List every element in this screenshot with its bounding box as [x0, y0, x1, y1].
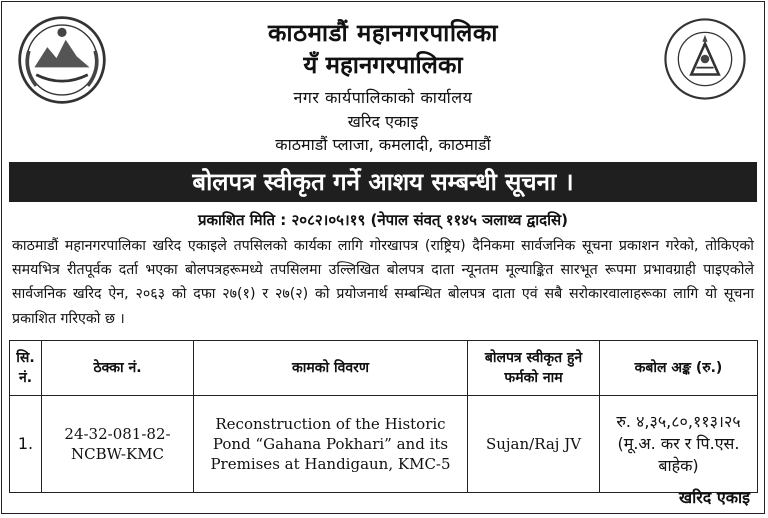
footer-signature: खरिद एकाइ [679, 488, 750, 507]
header-contract-no: ठेक्का नं. [42, 341, 194, 396]
office-address: काठमाडौं प्लाजा, कमलादी, काठमाडौं [275, 135, 491, 154]
row-amount-cell [600, 396, 758, 493]
header-amount: कबोल अङ्क (रु.) [600, 341, 758, 396]
header-sn: सि. नं. [10, 341, 42, 396]
procurement-notice [1, 1, 765, 514]
row-firm: Sujan/Raj JV [468, 396, 600, 493]
row-sn: 1. [10, 396, 42, 493]
row-contract-no: 24-32-081-82-NCBW-KMC [42, 396, 194, 493]
table-header-row [10, 341, 758, 396]
org-name: काठमाडौं महानगरपालिका [267, 19, 498, 47]
award-table [9, 340, 758, 493]
header-firm: बोलपत्र स्वीकृत हुने फर्मको नाम [468, 341, 600, 396]
row-amount-note: (मू.अ. कर र पि.एस. बाहेक) [617, 434, 740, 475]
row-description: Reconstruction of the Historic Pond “Gahana Pokhari” and its Premises at Handigaun, KMC-5 [194, 396, 468, 493]
published-date: प्रकाशित मिति : २०८२।०५।१९ (नेपाल संवत् ११४५ ञलाथ्व द्वादसि) [197, 211, 569, 229]
unit-name: खरिद एकाइ [347, 112, 419, 131]
table-row [10, 396, 758, 493]
header-description: कामको विवरण [194, 341, 468, 396]
notice-body: काठमाडौं महानगरपालिका खरिद एकाइले तपसिलको कार्यका लागि गोरखापत्र (राष्ट्रिय) दैनिकमा सार्वजनिक सूचना प्रकाशन गरेको, तोकिएको समयभित्र रीतपूर्वक दर्ता भएका बोलपत्रहरूमध्ये तपसिलमा उल्लिखित बोलपत्र दाता न्यूनतम मूल्याङ्कित सारभूत रूपमा प्रभावग्राही पाइएकोले सार्वजनिक खरिद ऐन, २०६३ को दफा २७(१) र २७(२) को प्रयोजनार्थ सम्बन्धित बोलपत्र दाता एवं सबै सरोकारवालाहरूका लागि यो सूचना प्रकाशित गरिएको छ । [12, 238, 754, 327]
org-name-stylized: यँ महानगरपालिका [303, 50, 463, 79]
office-name: नगर कार्यपालिकाको कार्यालय [293, 88, 473, 107]
row-amount: रु. ४,३५,८०,११३।२५ [616, 412, 741, 431]
notice-title: बोलपत्र स्वीकृत गर्ने आशय सम्बन्धी सूचना । [9, 162, 757, 202]
